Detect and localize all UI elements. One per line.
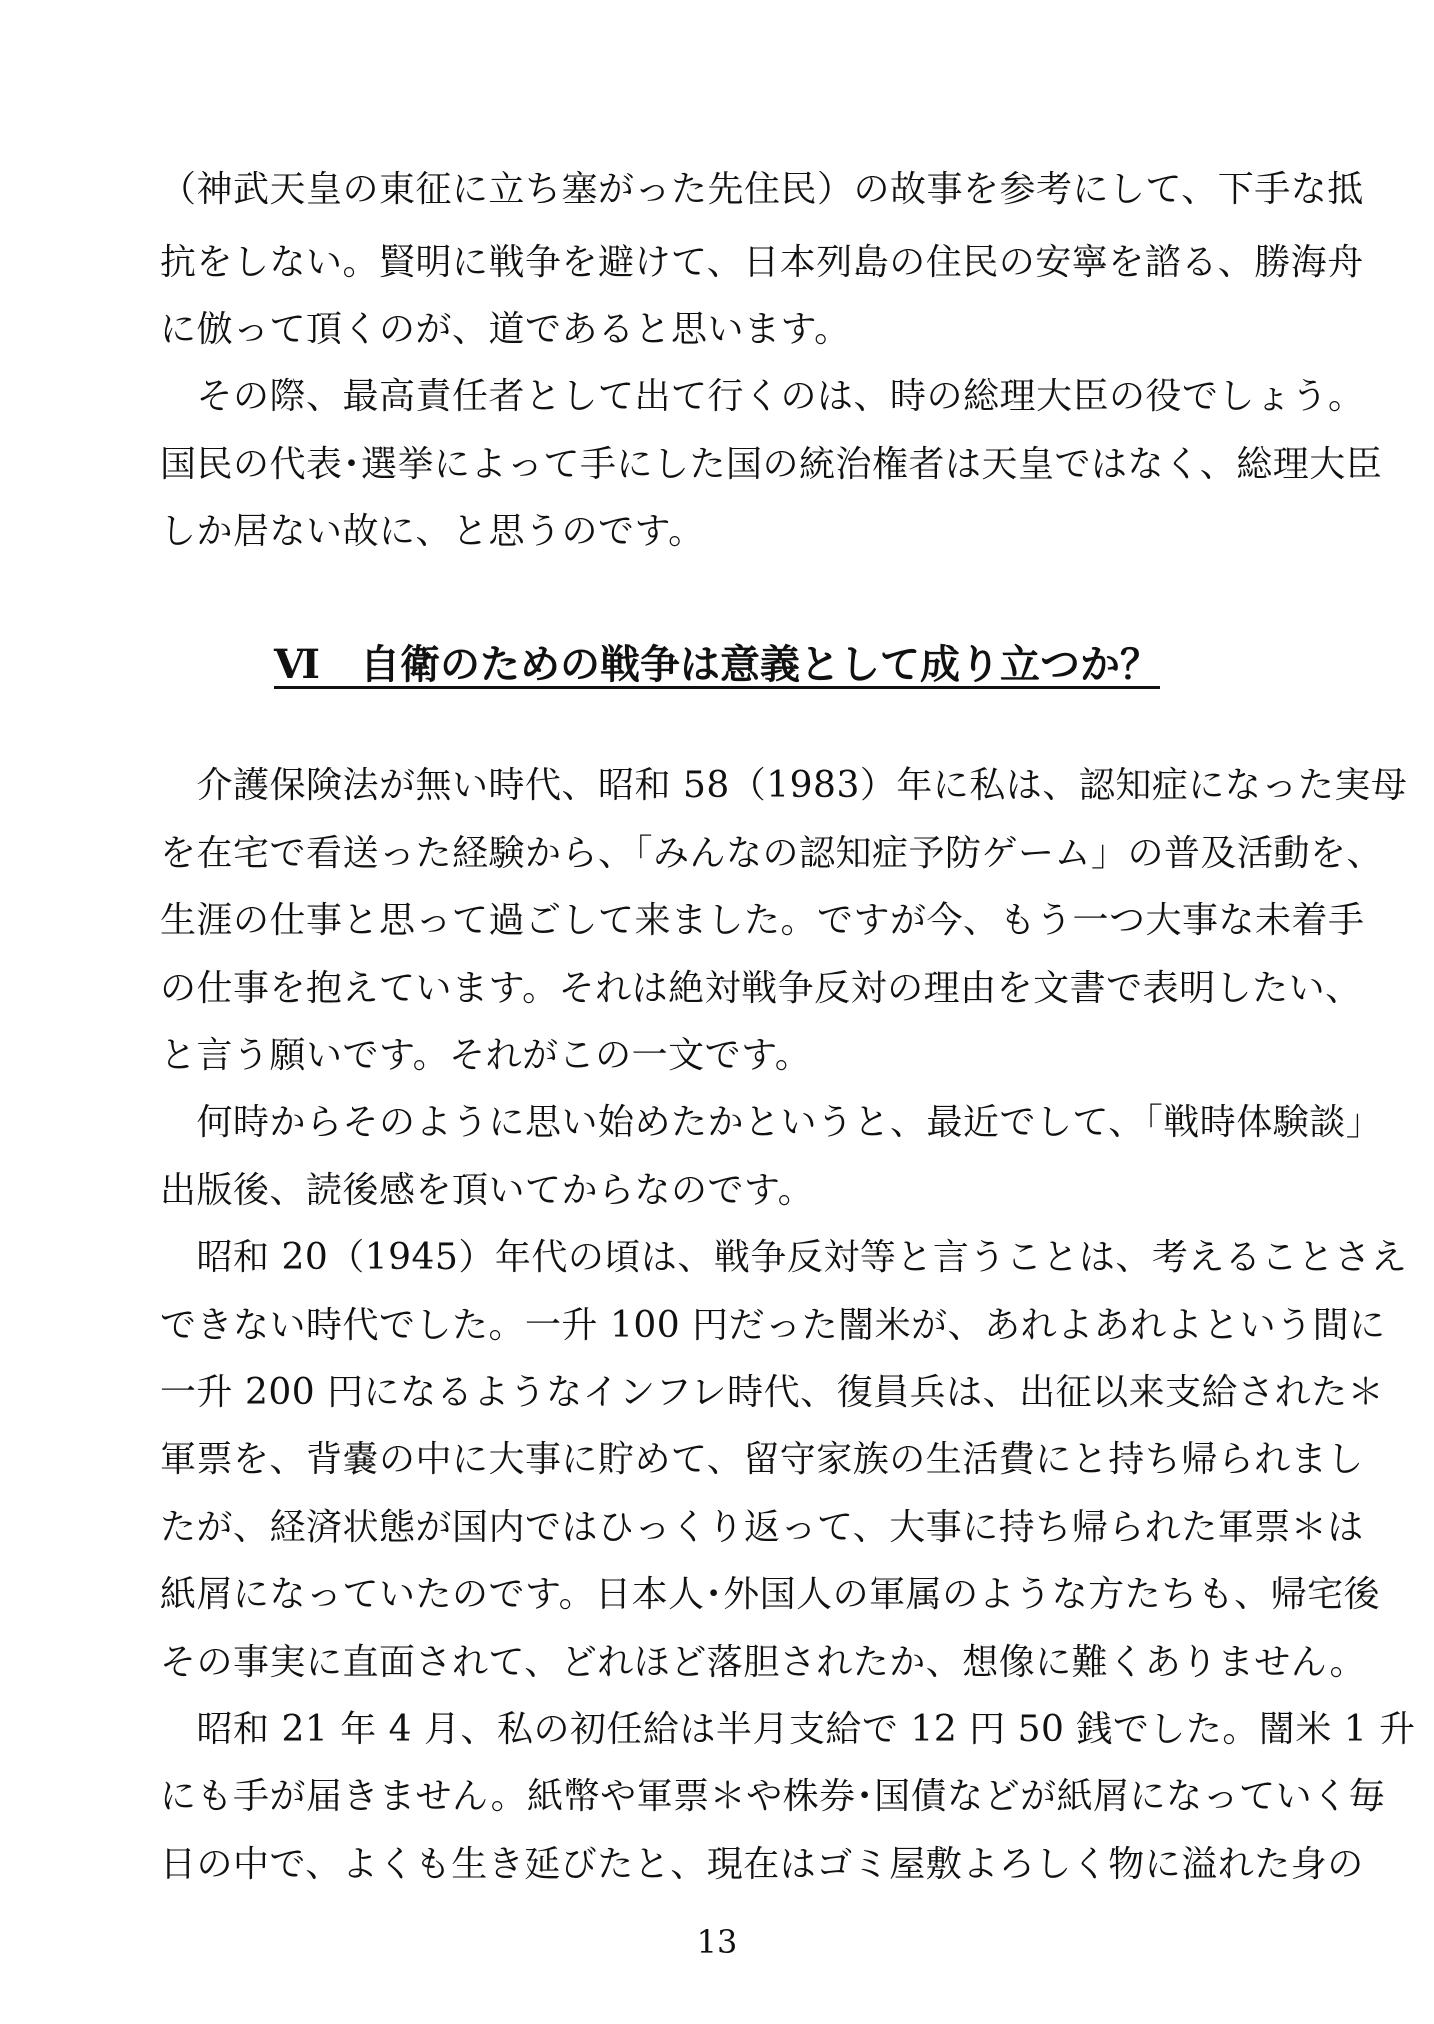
body-text-line: 出版後、読後感を頂いてからなのです。 [160, 1170, 815, 1211]
body-text-line: 日の中で、よくも生き延びたと、現在はゴミ屋敷よろしく物に溢れた身の [160, 1844, 1364, 1885]
body-text-line: できない時代でした。一升 100 円だった闇米が、あれよあれよという間に [160, 1305, 1386, 1346]
body-text-line: 国民の代表･選挙によって手にした国の統治権者は天皇ではなく、総理大臣 [160, 444, 1383, 485]
page-number: 13 [696, 1923, 738, 1961]
body-text-line: その際、最高責任者として出て行くのは、時の総理大臣の役でしょう。 [160, 376, 1365, 417]
body-text-line: 紙屑になっていたのです。日本人･外国人の軍属のような方たちも、帰宅後 [160, 1574, 1381, 1615]
body-text-line: しか居ない故に、と思うのです。 [160, 511, 705, 552]
body-text-line: 生涯の仕事と思って過ごして来ました。ですが今、もう一つ大事な未着手 [160, 900, 1365, 941]
section-heading [0, 638, 1434, 692]
body-text-line: と言う願いです。それがこの一文です。 [160, 1035, 812, 1076]
body-text-line: 軍票を、背嚢の中に大事に貯めて、留守家族の生活費にと持ち帰られまし [160, 1439, 1364, 1480]
section-heading-text: Ⅵ 自衛のための戦争は意義として成り立つか？ [274, 641, 1160, 688]
body-text-line: にも手が届きません。紙幣や軍票＊や株券･国債などが紙屑になっていく毎 [160, 1776, 1386, 1817]
body-text-line: 昭和 20（1945）年代の頃は、戦争反対等と言うことは、考えることさえ [160, 1237, 1408, 1278]
body-text-line: 何時からそのように思い始めたかというと、最近でして、「戦時体験談」 [160, 1102, 1383, 1143]
body-text-line: 抗をしない。賢明に戦争を避けて、日本列島の住民の安寧を諮る、勝海舟 [160, 242, 1364, 283]
body-text-line: に倣って頂くのが、道であると思います。 [160, 309, 851, 350]
body-text-line: 介護保険法が無い時代、昭和 58（1983）年に私は、認知症になった実母 [160, 765, 1408, 806]
body-text-line: 昭和 21 年 4 月、私の初任給は半月支給で 12 円 50 銭でした。闇米 1 升 [160, 1709, 1416, 1750]
body-text-line: たが、経済状態が国内ではひっくり返って、大事に持ち帰られた軍票＊は [160, 1507, 1364, 1548]
body-text-line: 一升 200 円になるようなインフレ時代、復員兵は、出征以来支給された＊ [160, 1372, 1385, 1413]
body-text-line: を在宅で看送った経験から、「みんなの認知症予防ゲーム」の普及活動を、 [160, 833, 1384, 874]
body-text-line: の仕事を抱えています。それは絶対戦争反対の理由を文書で表明したい、 [160, 968, 1362, 1009]
body-text-line: （神武天皇の東征に立ち塞がった先住民）の故事を参考にして、下手な抵 [160, 169, 1364, 210]
body-text-line: その事実に直面されて、どれほど落胆されたか、想像に難くありません。 [160, 1642, 1366, 1683]
